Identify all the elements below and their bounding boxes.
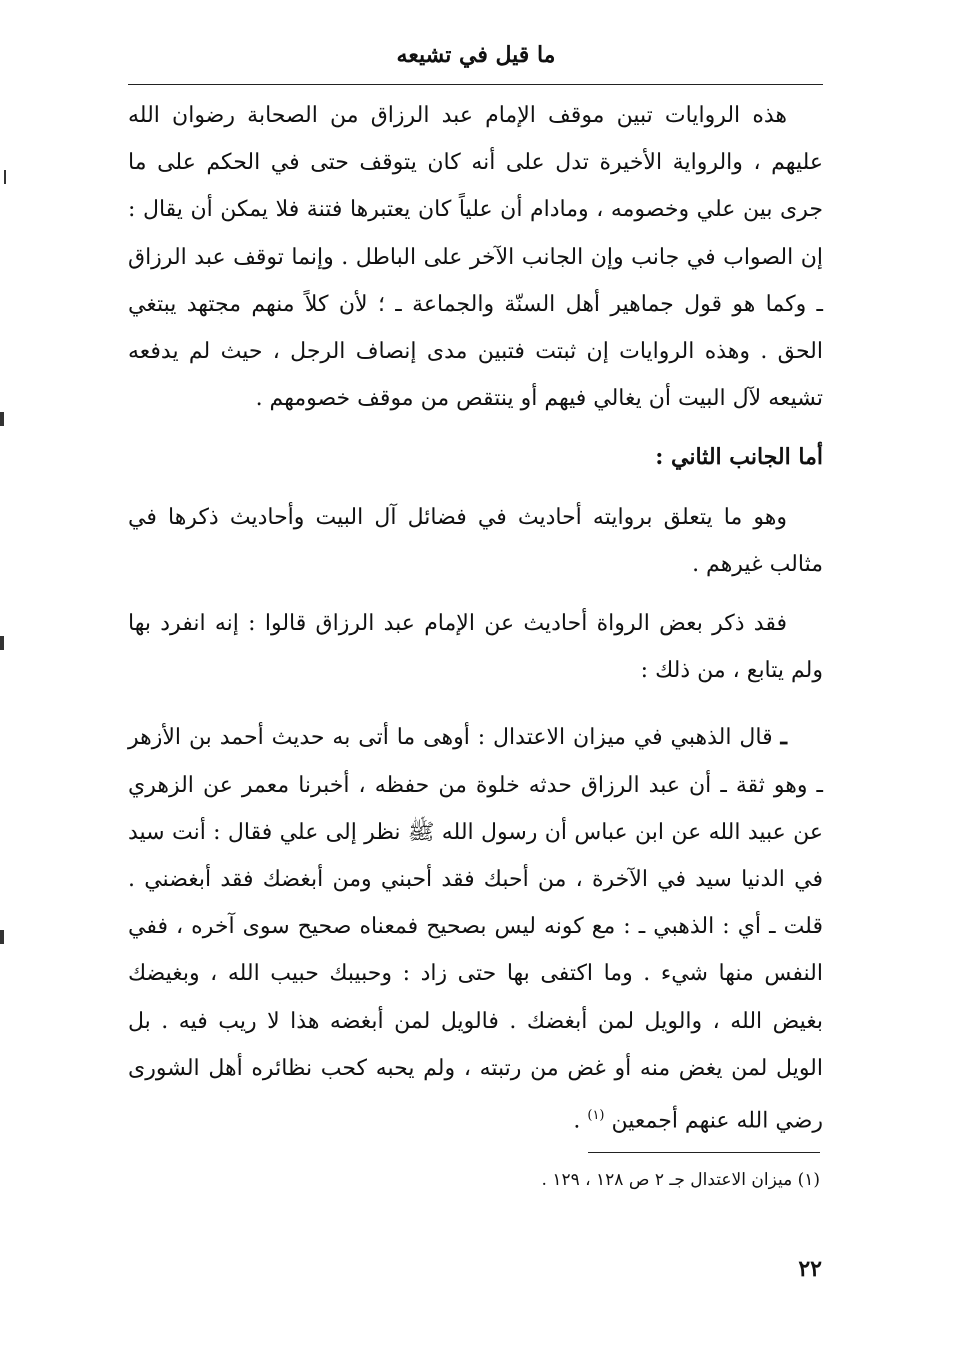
quoted-paragraph xyxy=(128,714,823,1144)
paragraph-end: . xyxy=(573,1108,588,1134)
paragraph-text: قال الذهبي في ميزان الاعتدال : أوهى ما أتى به حديث أحمد بن الأزهر ـ وهو ثقة ـ أن عبد الرزاق حدثه خلوة من حفظه ، أخبرنا معمر عن الزهري عن عبيد الله عن ابن عباس أن رسول الله ﷺ نظر إلى علي فقال : أنت سيد في الدنيا سيد في الآخرة ، من أحبك فقد أحبني ومن أبغضك فقد أبغضني . قلت ـ أي : الذهبي ـ : مع كونه ليس بصحيح فمعناه صحيح سوى آخره ، ففي النفس منها شيء . وما اكتفى بها حتى زاد : وحبيبك حبيب الله ، وبغيضك بغيض الله ، والويل لمن أبغضك . فالويل لمن أبغضه هذا لا ريب فيه . بل الويل لمن يغض منه أو غض من رتبته ، ولم يحبه كحب نظائره أهل الشورى رضي الله عنهم أجمعين xyxy=(128,725,823,1134)
scan-margin-mark xyxy=(0,930,4,944)
paragraph-dash: ـ xyxy=(780,724,787,751)
scan-margin-mark xyxy=(0,412,4,426)
footnote: (١) ميزان الاعتدال جـ ٢ ص ١٢٨ ، ١٢٩ . xyxy=(541,1170,820,1190)
paragraph: فقد ذكر بعض الرواة أحاديث عن الإمام عبد الرزاق قالوا : إنه انفرد بها ولم يتابع ، من ذلك : xyxy=(128,611,823,684)
scan-margin-mark xyxy=(4,170,6,184)
footnote-reference[interactable]: (١) xyxy=(587,1108,605,1124)
section-heading: أما الجانب الثاني : xyxy=(655,444,823,471)
page-body xyxy=(128,92,823,1145)
scan-margin-mark xyxy=(0,636,4,650)
paragraph: هذه الروايات تبين موقف الإمام عبد الرزاق من الصحابة رضوان الله عليهم ، والرواية الأخيرة تدل على أنه كان يتوقف حتى في الحكم على ما جرى بين علي وخصومه ، ومادام أن علياً كان يعتبرها فتنة فلا يمكن أن يقال : إن الصواب في جانب وإن الجانب الآخر على الباطل . وإنما توقف عبد الرزاق ـ وكما هو قول جماهير أهل السنّة والجماعة ـ ؛ لأن كلاً منهم مجتهد يبتغي الحق . وهذه الروايات إن ثبتت فتبين مدى إنصاف الرجل ، حيث لم يدفعه تشيعه لآل البيت أن يغالي فيهم أو ينتقص من موقف خصومهم . xyxy=(128,103,823,412)
page-number: ٢٢ xyxy=(798,1256,822,1282)
header-divider xyxy=(128,84,823,85)
running-header: ما قيل في تشيعه xyxy=(396,42,556,68)
paragraph: وهو ما يتعلق بروايته أحاديث في فضائل آل البيت وأحاديث ذكرها في مثالب غيرهم . xyxy=(128,504,823,577)
footnote-divider xyxy=(588,1152,820,1153)
